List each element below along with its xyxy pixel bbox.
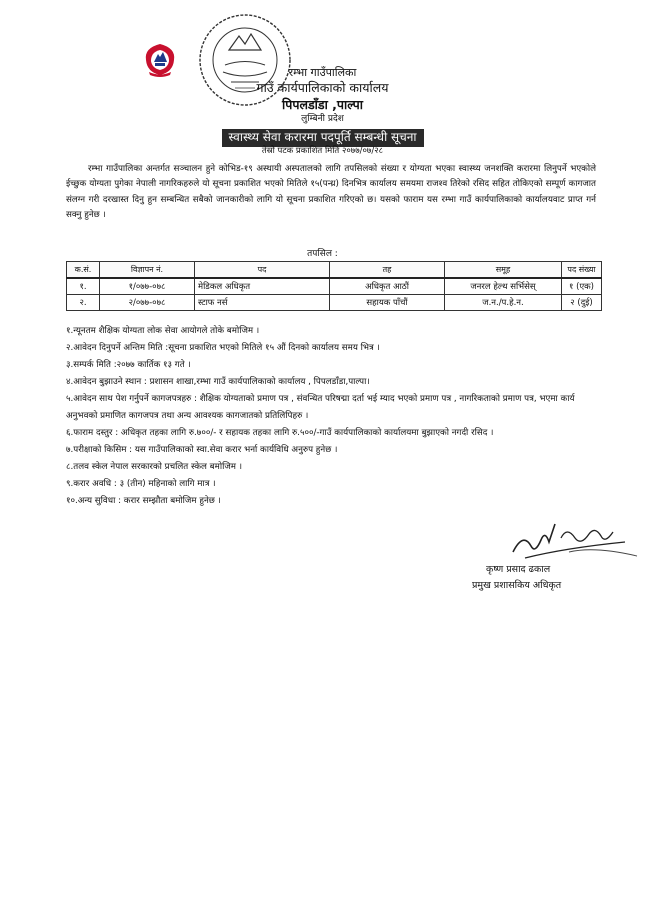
cell-level: सहायक पाँचौं — [330, 295, 445, 311]
table-row — [67, 278, 602, 295]
col-header-group: समूह — [445, 262, 562, 279]
municipality-name: रम्भा गाउँपालिका — [288, 66, 357, 79]
conditions-list — [66, 323, 606, 510]
cell-post-count: २ (दुई) — [562, 295, 602, 311]
signatory-name: कृष्ण प्रसाद ढकाल — [486, 564, 551, 575]
cell-post: मेडिकल अधिकृत — [195, 278, 330, 295]
office-location: पिपलडाँडा ,पाल्पा — [282, 97, 363, 112]
cell-serial: १. — [67, 278, 100, 295]
cell-level: अधिकृत आठौं — [330, 278, 445, 295]
col-header-post: पद — [195, 262, 330, 279]
list-item: २.आवेदन दिनुपर्ने अन्तिम मिति :सूचना प्रकाशित भएको मितिले १५ औं दिनको कार्यालय समय भित्र । — [66, 342, 380, 353]
cell-post: स्टाफ नर्स — [195, 295, 330, 311]
province-name: लुम्बिनी प्रदेश — [301, 114, 344, 124]
list-item: ८.तलव स्केल नेपाल सरकारको प्रचलित स्केल बमोजिम । — [66, 461, 243, 472]
cell-advert-no: २/०७७-०७८ — [100, 295, 195, 311]
list-item: ४.आवेदन बुझाउने स्थान : प्रशासन शाखा,रम्भा गाउँ कार्यपालिकाको कार्यालय , पिपलडाँडा,पाल्पा। — [66, 376, 370, 387]
col-header-level: तह — [330, 262, 445, 279]
list-item: १०.अन्य सुविधा : करार सम्झौता बमोजिम हुनेछ । — [66, 495, 221, 506]
publish-date-line: तेस्रो पटक प्रकाशित मिति २०७७/०७/२८ — [261, 146, 384, 156]
vacancy-table — [66, 261, 602, 311]
list-item: ६.फाराम दस्तुर : अधिकृत तहका लागि रु.७००/- र सहायक तहका लागि रु.५००/-गाउँ कार्यपालिकाको कार्यालयमा बुझाएको नगदी रसिद । — [66, 427, 494, 438]
cell-group: जनरल हेल्थ सर्भिसेस् — [445, 278, 562, 295]
col-header-serial: क.सं. — [67, 262, 100, 279]
col-header-post-count: पद संख्या — [562, 262, 602, 279]
signatory-title: प्रमुख प्रशासकिय अधिकृत — [472, 580, 562, 591]
list-item: १.न्यूनतम शैक्षिक योग्यता लोक सेवा आयोगले तोके बमोजिम । — [66, 326, 260, 336]
table-header-row — [67, 262, 602, 279]
table-label: तपसिल : — [307, 249, 338, 259]
cell-post-count: १ (एक) — [562, 278, 602, 295]
col-header-advert-no: विज्ञापन नं. — [100, 262, 195, 279]
cell-serial: २. — [67, 295, 100, 311]
cell-advert-no: १/०७७-०७८ — [100, 278, 195, 295]
office-name: गाउँ कार्यपालिकाको कार्यालय — [256, 80, 389, 95]
notice-title-wrap — [0, 126, 645, 147]
notice-title: स्वास्थ्य सेवा करारमा पदपूर्ति सम्बन्धी सूचना — [222, 129, 424, 147]
list-item: ३.सम्पर्क मिति :२०७७ कार्तिक १३ गते । — [66, 359, 191, 370]
list-item: ९.करार अवधि : ३ (तीन) महिनाको लागि मात्र । — [66, 478, 216, 489]
table-row — [67, 295, 602, 311]
list-item: ७.परीक्षाको किसिम : यस गाउँपालिकाको स्वा.सेवा करार भर्ना कार्यविधि अनुरुप हुनेछ । — [66, 444, 338, 455]
list-item: ५.आवेदन साथ पेश गर्नुपर्ने कागजपत्रहरु : शैक्षिक योग्यताको प्रमाण पत्र , संवन्धित परिषद्मा दर्ता भई म्याद भएको प्रमाण पत्र , नागरिकताको प्रमाण पत्र, भएमा कार्य अनुभवको प्रमाणित कागजपत्र तथा अन्य आवश्यक कागजातको प्रतिलिपिहरु । — [66, 393, 575, 421]
notice-intro-paragraph: रम्भा गाउँपालिका अन्तर्गत सञ्चालन हुने कोभिड-१९ अस्थायी अस्पतालको लागि तपसिलको संख्या र योग्यता भएका स्वास्थ्य जनशक्ति करारमा लिनुपर्ने भएकोले ईच्छुक योग्यता पुगेका नेपाली नागरिकहरुले यो सूचना प्रकाशित भएको मितिले १५(पन्ध्र) दिनभित्र कार्यालय समयमा राजश्व तिरेको रसिद सहित तोकिएको सम्पूर्ण कागजात संलग्न गरी दरखास्त दिनु हुन सम्बन्धित सबैको जानकारीको लागि यो सूचना प्रकाशित गरिएको छ। यसको फाराम यस रम्भा गाउँ कार्यपालिकाको कार्यालयवाट प्राप्त गर्न सक्नु हुनेछ । — [66, 164, 596, 221]
cell-group: ज.न./प.हे.न. — [445, 295, 562, 311]
